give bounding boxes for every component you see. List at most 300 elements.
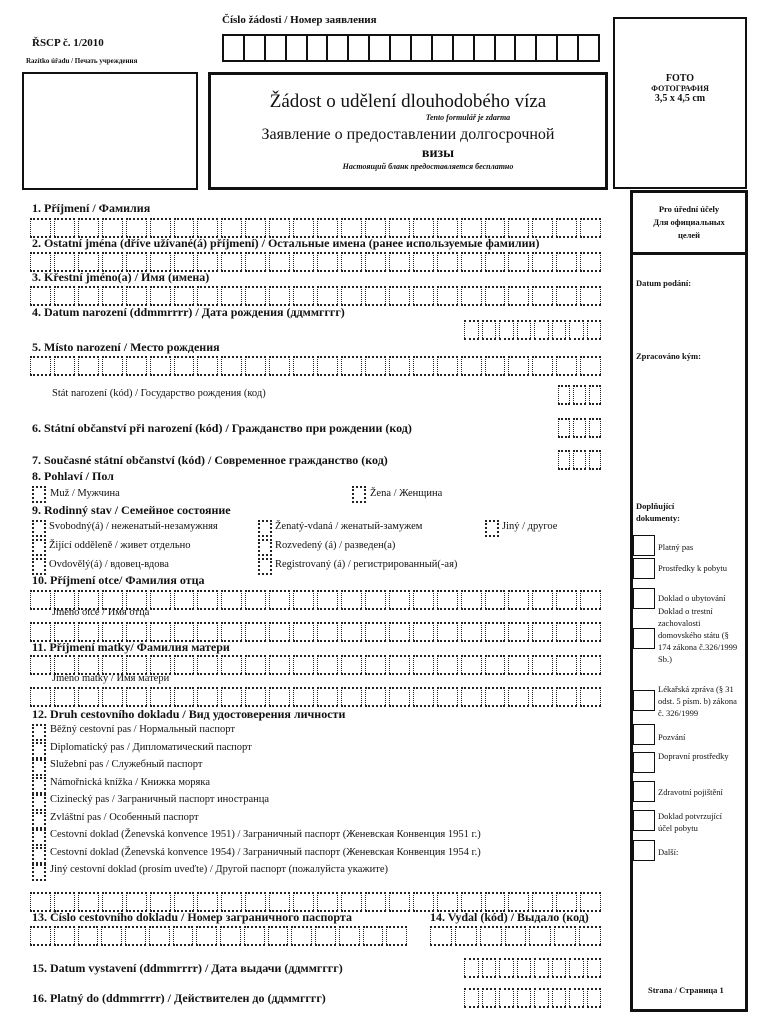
input-cell[interactable] bbox=[413, 892, 434, 912]
input-cell[interactable] bbox=[365, 286, 386, 306]
input-cell[interactable] bbox=[485, 286, 506, 306]
input-cell[interactable] bbox=[126, 655, 147, 675]
input-cell[interactable] bbox=[363, 926, 384, 946]
supporting-doc-checkbox[interactable] bbox=[633, 724, 655, 745]
supporting-doc-checkbox[interactable] bbox=[633, 558, 655, 579]
input-cell[interactable] bbox=[508, 892, 529, 912]
input-cell[interactable] bbox=[174, 252, 195, 272]
input-cell[interactable] bbox=[437, 286, 458, 306]
input-cell[interactable] bbox=[174, 622, 195, 642]
input-cell[interactable] bbox=[341, 286, 362, 306]
input-cell[interactable] bbox=[102, 892, 123, 912]
input-cell[interactable] bbox=[413, 622, 434, 642]
input-cell[interactable] bbox=[569, 988, 584, 1008]
input-cell[interactable] bbox=[150, 356, 171, 376]
input-cell[interactable] bbox=[573, 385, 585, 405]
current-nationality-input[interactable] bbox=[558, 450, 604, 470]
travel-document-type-checkbox[interactable] bbox=[32, 742, 46, 759]
input-cell[interactable] bbox=[245, 622, 266, 642]
input-cell[interactable] bbox=[317, 622, 338, 642]
input-cell[interactable] bbox=[293, 286, 314, 306]
input-cell[interactable] bbox=[174, 892, 195, 912]
input-cell[interactable] bbox=[529, 926, 551, 946]
input-cell[interactable] bbox=[508, 286, 529, 306]
input-cell[interactable] bbox=[461, 655, 482, 675]
valid-until-input[interactable] bbox=[464, 988, 604, 1008]
input-cell[interactable] bbox=[365, 622, 386, 642]
input-cell[interactable] bbox=[245, 687, 266, 707]
application-number-boxes[interactable] bbox=[222, 34, 600, 62]
sex-male-checkbox[interactable] bbox=[32, 486, 46, 503]
input-cell[interactable] bbox=[126, 687, 147, 707]
input-cell[interactable] bbox=[455, 926, 477, 946]
input-cell[interactable] bbox=[245, 655, 266, 675]
input-cell[interactable] bbox=[413, 687, 434, 707]
input-cell[interactable] bbox=[221, 218, 242, 238]
input-cell[interactable] bbox=[221, 687, 242, 707]
input-cell[interactable] bbox=[437, 655, 458, 675]
input-cell[interactable] bbox=[556, 892, 577, 912]
input-cell[interactable] bbox=[293, 356, 314, 376]
marital-status-checkbox[interactable] bbox=[32, 539, 46, 556]
input-cell[interactable] bbox=[556, 622, 577, 642]
input-cell[interactable] bbox=[269, 590, 290, 610]
input-cell[interactable] bbox=[508, 655, 529, 675]
input-cell[interactable] bbox=[430, 926, 452, 946]
input-cell[interactable] bbox=[532, 892, 553, 912]
input-cell[interactable] bbox=[245, 218, 266, 238]
input-cell[interactable] bbox=[508, 252, 529, 272]
input-cell[interactable] bbox=[78, 892, 99, 912]
input-cell[interactable] bbox=[341, 252, 362, 272]
input-cell[interactable] bbox=[341, 687, 362, 707]
input-cell[interactable] bbox=[580, 356, 601, 376]
input-cell[interactable] bbox=[54, 926, 75, 946]
input-cell[interactable] bbox=[410, 34, 431, 62]
input-cell[interactable] bbox=[573, 418, 585, 438]
input-cell[interactable] bbox=[389, 286, 410, 306]
travel-document-type-checkbox[interactable] bbox=[32, 724, 46, 741]
input-cell[interactable] bbox=[291, 926, 312, 946]
input-cell[interactable] bbox=[532, 252, 553, 272]
input-cell[interactable] bbox=[264, 34, 285, 62]
input-cell[interactable] bbox=[365, 892, 386, 912]
input-cell[interactable] bbox=[102, 622, 123, 642]
input-cell[interactable] bbox=[580, 655, 601, 675]
input-cell[interactable] bbox=[269, 622, 290, 642]
input-cell[interactable] bbox=[197, 892, 218, 912]
input-cell[interactable] bbox=[464, 320, 479, 340]
input-cell[interactable] bbox=[587, 958, 602, 978]
input-cell[interactable] bbox=[197, 655, 218, 675]
input-cell[interactable] bbox=[556, 687, 577, 707]
input-cell[interactable] bbox=[150, 252, 171, 272]
input-cell[interactable] bbox=[317, 655, 338, 675]
input-cell[interactable] bbox=[197, 590, 218, 610]
input-cell[interactable] bbox=[573, 450, 585, 470]
input-cell[interactable] bbox=[389, 622, 410, 642]
input-cell[interactable] bbox=[461, 252, 482, 272]
supporting-doc-checkbox[interactable] bbox=[633, 535, 655, 556]
input-cell[interactable] bbox=[268, 926, 289, 946]
input-cell[interactable] bbox=[389, 34, 410, 62]
input-cell[interactable] bbox=[580, 687, 601, 707]
input-cell[interactable] bbox=[221, 252, 242, 272]
sex-female-checkbox[interactable] bbox=[352, 486, 366, 503]
input-cell[interactable] bbox=[197, 356, 218, 376]
input-cell[interactable] bbox=[54, 286, 75, 306]
input-cell[interactable] bbox=[389, 252, 410, 272]
input-cell[interactable] bbox=[437, 590, 458, 610]
marital-status-checkbox[interactable] bbox=[258, 539, 272, 556]
input-cell[interactable] bbox=[269, 687, 290, 707]
input-cell[interactable] bbox=[269, 286, 290, 306]
input-cell[interactable] bbox=[431, 34, 452, 62]
input-cell[interactable] bbox=[505, 926, 527, 946]
input-cell[interactable] bbox=[30, 926, 51, 946]
input-cell[interactable] bbox=[293, 590, 314, 610]
other-document-input[interactable] bbox=[30, 892, 604, 912]
input-cell[interactable] bbox=[54, 252, 75, 272]
input-cell[interactable] bbox=[293, 252, 314, 272]
input-cell[interactable] bbox=[534, 988, 549, 1008]
input-cell[interactable] bbox=[339, 926, 360, 946]
input-cell[interactable] bbox=[341, 892, 362, 912]
input-cell[interactable] bbox=[482, 958, 497, 978]
issued-by-input[interactable] bbox=[430, 926, 604, 946]
input-cell[interactable] bbox=[532, 218, 553, 238]
input-cell[interactable] bbox=[197, 218, 218, 238]
input-cell[interactable] bbox=[245, 356, 266, 376]
input-cell[interactable] bbox=[317, 892, 338, 912]
surname-input[interactable] bbox=[30, 218, 604, 238]
input-cell[interactable] bbox=[413, 590, 434, 610]
supporting-doc-checkbox[interactable] bbox=[633, 840, 655, 861]
other-names-input[interactable] bbox=[30, 252, 604, 272]
input-cell[interactable] bbox=[221, 655, 242, 675]
input-cell[interactable] bbox=[485, 687, 506, 707]
input-cell[interactable] bbox=[461, 218, 482, 238]
input-cell[interactable] bbox=[317, 286, 338, 306]
input-cell[interactable] bbox=[556, 655, 577, 675]
travel-document-type-checkbox[interactable] bbox=[32, 794, 46, 811]
input-cell[interactable] bbox=[54, 356, 75, 376]
input-cell[interactable] bbox=[558, 385, 570, 405]
input-cell[interactable] bbox=[580, 622, 601, 642]
input-cell[interactable] bbox=[365, 590, 386, 610]
input-cell[interactable] bbox=[102, 356, 123, 376]
date-of-issue-input[interactable] bbox=[464, 958, 604, 978]
input-cell[interactable] bbox=[365, 356, 386, 376]
input-cell[interactable] bbox=[556, 34, 577, 62]
input-cell[interactable] bbox=[197, 687, 218, 707]
input-cell[interactable] bbox=[285, 34, 306, 62]
marital-status-checkbox[interactable] bbox=[258, 520, 272, 537]
input-cell[interactable] bbox=[532, 286, 553, 306]
input-cell[interactable] bbox=[532, 655, 553, 675]
input-cell[interactable] bbox=[78, 655, 99, 675]
input-cell[interactable] bbox=[508, 218, 529, 238]
input-cell[interactable] bbox=[517, 958, 532, 978]
input-cell[interactable] bbox=[464, 988, 479, 1008]
input-cell[interactable] bbox=[413, 286, 434, 306]
input-cell[interactable] bbox=[293, 892, 314, 912]
input-cell[interactable] bbox=[508, 356, 529, 376]
input-cell[interactable] bbox=[389, 687, 410, 707]
input-cell[interactable] bbox=[508, 622, 529, 642]
input-cell[interactable] bbox=[580, 286, 601, 306]
marital-status-checkbox[interactable] bbox=[258, 558, 272, 575]
input-cell[interactable] bbox=[341, 655, 362, 675]
supporting-doc-checkbox[interactable] bbox=[633, 588, 655, 609]
input-cell[interactable] bbox=[556, 218, 577, 238]
input-cell[interactable] bbox=[306, 34, 327, 62]
input-cell[interactable] bbox=[221, 622, 242, 642]
input-cell[interactable] bbox=[413, 218, 434, 238]
input-cell[interactable] bbox=[461, 590, 482, 610]
input-cell[interactable] bbox=[126, 892, 147, 912]
input-cell[interactable] bbox=[78, 286, 99, 306]
input-cell[interactable] bbox=[221, 286, 242, 306]
input-cell[interactable] bbox=[269, 218, 290, 238]
input-cell[interactable] bbox=[102, 218, 123, 238]
input-cell[interactable] bbox=[150, 590, 171, 610]
input-cell[interactable] bbox=[556, 286, 577, 306]
input-cell[interactable] bbox=[126, 622, 147, 642]
input-cell[interactable] bbox=[499, 958, 514, 978]
input-cell[interactable] bbox=[293, 622, 314, 642]
input-cell[interactable] bbox=[386, 926, 407, 946]
input-cell[interactable] bbox=[437, 252, 458, 272]
input-cell[interactable] bbox=[102, 655, 123, 675]
supporting-doc-checkbox[interactable] bbox=[633, 690, 655, 711]
input-cell[interactable] bbox=[150, 286, 171, 306]
input-cell[interactable] bbox=[245, 590, 266, 610]
input-cell[interactable] bbox=[532, 687, 553, 707]
input-cell[interactable] bbox=[494, 34, 515, 62]
input-cell[interactable] bbox=[589, 418, 601, 438]
input-cell[interactable] bbox=[125, 926, 146, 946]
input-cell[interactable] bbox=[508, 687, 529, 707]
input-cell[interactable] bbox=[517, 320, 532, 340]
input-cell[interactable] bbox=[220, 926, 241, 946]
input-cell[interactable] bbox=[485, 892, 506, 912]
input-cell[interactable] bbox=[365, 218, 386, 238]
input-cell[interactable] bbox=[341, 356, 362, 376]
input-cell[interactable] bbox=[532, 622, 553, 642]
input-cell[interactable] bbox=[197, 622, 218, 642]
input-cell[interactable] bbox=[368, 34, 389, 62]
input-cell[interactable] bbox=[514, 34, 535, 62]
input-cell[interactable] bbox=[437, 892, 458, 912]
input-cell[interactable] bbox=[78, 252, 99, 272]
input-cell[interactable] bbox=[485, 590, 506, 610]
input-cell[interactable] bbox=[150, 687, 171, 707]
input-cell[interactable] bbox=[437, 687, 458, 707]
input-cell[interactable] bbox=[554, 926, 576, 946]
input-cell[interactable] bbox=[341, 590, 362, 610]
input-cell[interactable] bbox=[508, 590, 529, 610]
input-cell[interactable] bbox=[30, 655, 51, 675]
input-cell[interactable] bbox=[485, 622, 506, 642]
input-cell[interactable] bbox=[365, 252, 386, 272]
input-cell[interactable] bbox=[174, 687, 195, 707]
input-cell[interactable] bbox=[30, 218, 51, 238]
input-cell[interactable] bbox=[54, 218, 75, 238]
input-cell[interactable] bbox=[150, 218, 171, 238]
input-cell[interactable] bbox=[461, 892, 482, 912]
travel-document-type-checkbox[interactable] bbox=[32, 864, 46, 881]
input-cell[interactable] bbox=[293, 655, 314, 675]
father-name-input[interactable] bbox=[30, 622, 604, 642]
input-cell[interactable] bbox=[197, 286, 218, 306]
input-cell[interactable] bbox=[78, 926, 99, 946]
input-cell[interactable] bbox=[126, 218, 147, 238]
input-cell[interactable] bbox=[126, 252, 147, 272]
input-cell[interactable] bbox=[552, 958, 567, 978]
input-cell[interactable] bbox=[78, 687, 99, 707]
input-cell[interactable] bbox=[389, 356, 410, 376]
input-cell[interactable] bbox=[269, 655, 290, 675]
supporting-doc-checkbox[interactable] bbox=[633, 752, 655, 773]
input-cell[interactable] bbox=[589, 385, 601, 405]
input-cell[interactable] bbox=[552, 320, 567, 340]
input-cell[interactable] bbox=[365, 655, 386, 675]
input-cell[interactable] bbox=[556, 356, 577, 376]
input-cell[interactable] bbox=[556, 252, 577, 272]
input-cell[interactable] bbox=[221, 356, 242, 376]
input-cell[interactable] bbox=[413, 655, 434, 675]
mother-name-input[interactable] bbox=[30, 687, 604, 707]
input-cell[interactable] bbox=[389, 892, 410, 912]
input-cell[interactable] bbox=[480, 926, 502, 946]
input-cell[interactable] bbox=[102, 286, 123, 306]
input-cell[interactable] bbox=[78, 622, 99, 642]
input-cell[interactable] bbox=[30, 622, 51, 642]
input-cell[interactable] bbox=[589, 450, 601, 470]
input-cell[interactable] bbox=[461, 356, 482, 376]
input-cell[interactable] bbox=[293, 218, 314, 238]
input-cell[interactable] bbox=[315, 926, 336, 946]
input-cell[interactable] bbox=[30, 590, 51, 610]
input-cell[interactable] bbox=[389, 218, 410, 238]
input-cell[interactable] bbox=[556, 590, 577, 610]
travel-document-type-checkbox[interactable] bbox=[32, 829, 46, 846]
mother-surname-input[interactable] bbox=[30, 655, 604, 675]
input-cell[interactable] bbox=[30, 286, 51, 306]
input-cell[interactable] bbox=[461, 286, 482, 306]
input-cell[interactable] bbox=[580, 218, 601, 238]
input-cell[interactable] bbox=[452, 34, 473, 62]
marital-status-checkbox[interactable] bbox=[32, 520, 46, 537]
input-cell[interactable] bbox=[499, 320, 514, 340]
place-of-birth-input[interactable] bbox=[30, 356, 604, 376]
input-cell[interactable] bbox=[461, 622, 482, 642]
input-cell[interactable] bbox=[413, 252, 434, 272]
input-cell[interactable] bbox=[102, 252, 123, 272]
input-cell[interactable] bbox=[150, 622, 171, 642]
input-cell[interactable] bbox=[326, 34, 347, 62]
input-cell[interactable] bbox=[552, 988, 567, 1008]
input-cell[interactable] bbox=[30, 356, 51, 376]
input-cell[interactable] bbox=[341, 622, 362, 642]
input-cell[interactable] bbox=[245, 252, 266, 272]
input-cell[interactable] bbox=[221, 590, 242, 610]
input-cell[interactable] bbox=[173, 926, 194, 946]
input-cell[interactable] bbox=[341, 218, 362, 238]
input-cell[interactable] bbox=[174, 655, 195, 675]
input-cell[interactable] bbox=[78, 218, 99, 238]
input-cell[interactable] bbox=[437, 622, 458, 642]
country-of-birth-input[interactable] bbox=[558, 385, 604, 405]
input-cell[interactable] bbox=[317, 590, 338, 610]
input-cell[interactable] bbox=[293, 687, 314, 707]
input-cell[interactable] bbox=[437, 356, 458, 376]
input-cell[interactable] bbox=[532, 590, 553, 610]
input-cell[interactable] bbox=[464, 958, 479, 978]
supporting-doc-checkbox[interactable] bbox=[633, 628, 655, 649]
input-cell[interactable] bbox=[517, 988, 532, 1008]
input-cell[interactable] bbox=[244, 926, 265, 946]
input-cell[interactable] bbox=[174, 218, 195, 238]
input-cell[interactable] bbox=[499, 988, 514, 1008]
input-cell[interactable] bbox=[174, 590, 195, 610]
input-cell[interactable] bbox=[196, 926, 217, 946]
input-cell[interactable] bbox=[54, 892, 75, 912]
input-cell[interactable] bbox=[482, 988, 497, 1008]
travel-document-type-checkbox[interactable] bbox=[32, 847, 46, 864]
input-cell[interactable] bbox=[78, 356, 99, 376]
input-cell[interactable] bbox=[389, 655, 410, 675]
travel-document-type-checkbox[interactable] bbox=[32, 812, 46, 829]
input-cell[interactable] bbox=[174, 356, 195, 376]
input-cell[interactable] bbox=[269, 892, 290, 912]
input-cell[interactable] bbox=[317, 356, 338, 376]
input-cell[interactable] bbox=[485, 356, 506, 376]
input-cell[interactable] bbox=[587, 988, 602, 1008]
nationality-at-birth-input[interactable] bbox=[558, 418, 604, 438]
input-cell[interactable] bbox=[245, 892, 266, 912]
input-cell[interactable] bbox=[347, 34, 368, 62]
marital-status-checkbox[interactable] bbox=[485, 520, 499, 537]
input-cell[interactable] bbox=[577, 34, 600, 62]
input-cell[interactable] bbox=[485, 655, 506, 675]
input-cell[interactable] bbox=[580, 252, 601, 272]
input-cell[interactable] bbox=[30, 252, 51, 272]
input-cell[interactable] bbox=[245, 286, 266, 306]
input-cell[interactable] bbox=[150, 655, 171, 675]
input-cell[interactable] bbox=[30, 892, 51, 912]
input-cell[interactable] bbox=[532, 356, 553, 376]
travel-document-type-checkbox[interactable] bbox=[32, 777, 46, 794]
input-cell[interactable] bbox=[534, 958, 549, 978]
input-cell[interactable] bbox=[579, 926, 601, 946]
input-cell[interactable] bbox=[197, 252, 218, 272]
input-cell[interactable] bbox=[317, 687, 338, 707]
input-cell[interactable] bbox=[437, 218, 458, 238]
input-cell[interactable] bbox=[101, 926, 122, 946]
input-cell[interactable] bbox=[558, 450, 570, 470]
travel-document-number-input[interactable] bbox=[30, 926, 410, 946]
input-cell[interactable] bbox=[317, 252, 338, 272]
input-cell[interactable] bbox=[149, 926, 170, 946]
input-cell[interactable] bbox=[174, 286, 195, 306]
input-cell[interactable] bbox=[221, 892, 242, 912]
input-cell[interactable] bbox=[535, 34, 556, 62]
travel-document-type-checkbox[interactable] bbox=[32, 759, 46, 776]
input-cell[interactable] bbox=[473, 34, 494, 62]
input-cell[interactable] bbox=[150, 892, 171, 912]
